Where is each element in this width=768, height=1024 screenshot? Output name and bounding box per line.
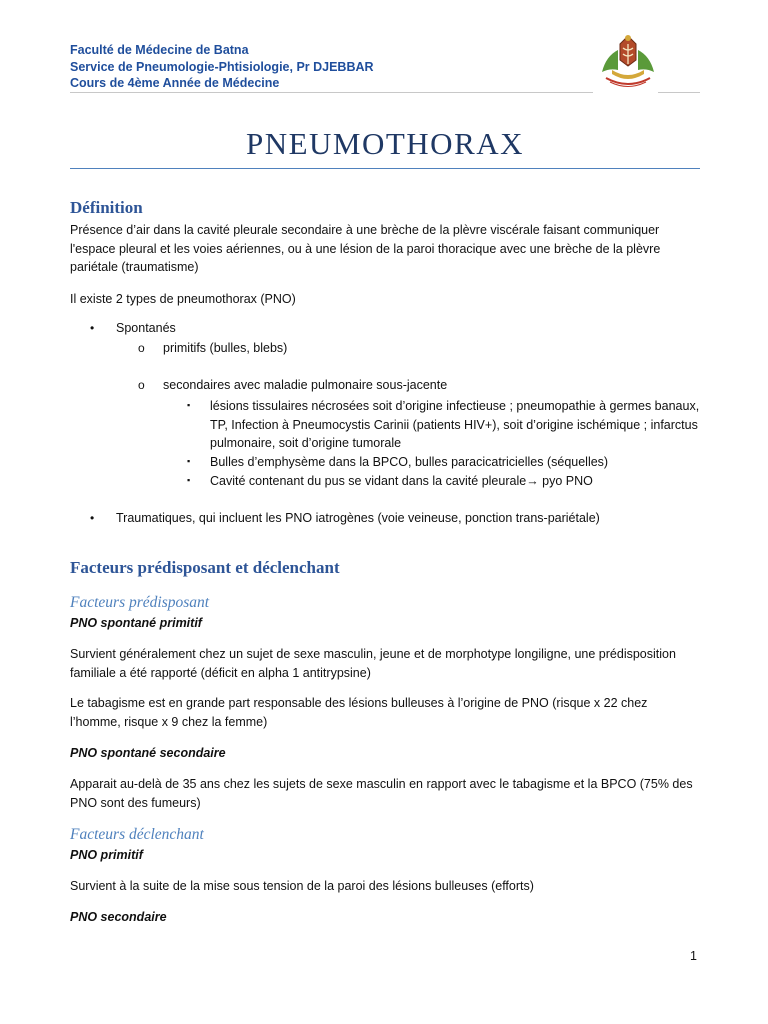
paragraph-tabagisme: Le tabagisme est en grande part responsable des lésions bulleuses à l’origine de PNO (risque x 22 chez l’homme, risque x 9 chez la femme) bbox=[70, 696, 648, 729]
document-header bbox=[70, 42, 374, 92]
subheading-declenchant: Facteurs déclenchant bbox=[70, 826, 204, 843]
header-faculty: Faculté de Médecine de Batna bbox=[70, 43, 249, 57]
subheading-predisposant: Facteurs prédisposant bbox=[70, 594, 210, 611]
bullet-square: ▪ bbox=[187, 400, 191, 410]
heading-definition: Définition bbox=[70, 198, 143, 217]
paragraph-survient: Survient généralement chez un sujet de sexe masculin, jeune et de morphotype longiligne, une prédisposition familiale a été rapporté (déficit en alpha 1 antitrypsine) bbox=[70, 647, 676, 680]
paragraph-apparait: Apparait au-delà de 35 ans chez les sujets de sexe masculin en rapport avec le tabagisme et la BPCO (75% des PNO sont des fumeurs) bbox=[70, 777, 693, 810]
bullet-disc: • bbox=[90, 511, 95, 525]
types-intro: Il existe 2 types de pneumothorax (PNO) bbox=[70, 292, 296, 306]
header-divider-right bbox=[658, 92, 700, 93]
list-item-secondaires: secondaires avec maladie pulmonaire sous-jacente bbox=[163, 378, 448, 392]
faculty-emblem-icon bbox=[596, 30, 660, 92]
label-pno-spontane-secondaire: PNO spontané secondaire bbox=[70, 746, 226, 760]
bullet-disc: • bbox=[90, 321, 95, 335]
page-number: 1 bbox=[690, 949, 697, 963]
cavite-text: Cavité contenant du pus se vidant dans la cavité pleurale bbox=[210, 474, 527, 488]
header-service: Service de Pneumologie-Phtisiologie, Pr DJEBBAR bbox=[70, 59, 374, 74]
paragraph-mise-sous-tension: Survient à la suite de la mise sous tension de la paroi des lésions bulleuses (efforts) bbox=[70, 879, 534, 893]
bullet-square: ▪ bbox=[187, 475, 191, 485]
bullet-circle: o bbox=[138, 378, 145, 392]
bullet-circle: o bbox=[138, 341, 145, 355]
definition-paragraph: Présence d’air dans la cavité pleurale secondaire à une brèche de la plèvre viscérale faisant communiquer l'espace pleural et les voies aériennes, ou à une lésion de la paroi thoracique avec une brèche de la plèvre pariétale (traumatisme) bbox=[70, 223, 661, 275]
title-underline bbox=[70, 168, 700, 169]
list-item-primitifs: primitifs (bulles, blebs) bbox=[163, 341, 288, 355]
label-pno-primitif: PNO primitif bbox=[70, 848, 143, 862]
page-title: PNEUMOTHORAX bbox=[245, 126, 525, 161]
header-course: Cours de 4ème Année de Médecine bbox=[70, 76, 280, 90]
heading-facteurs: Facteurs prédisposant et déclenchant bbox=[70, 558, 340, 577]
list-item-cavite bbox=[210, 472, 700, 491]
list-item-lesions: lésions tissulaires nécrosées soit d’origine infectieuse ; pneumopathie à germes banaux, TP, Infection à Pneumocystis Carinii (patients HIV+), soit d’origine ischémique ; infarctus pulmonaire, soit d’origine tumorale bbox=[210, 399, 700, 451]
arrow-right-icon: → bbox=[526, 474, 539, 488]
label-pno-secondaire: PNO secondaire bbox=[70, 910, 167, 924]
pyo-pno-text: pyo PNO bbox=[538, 474, 593, 488]
label-pno-spontane-primitif: PNO spontané primitif bbox=[70, 616, 202, 630]
header-divider bbox=[70, 92, 593, 93]
list-item-traumatiques: Traumatiques, qui incluent les PNO iatrogènes (voie veineuse, ponction trans-pariétale) bbox=[116, 511, 600, 525]
list-item-bulles: Bulles d’emphysème dans la BPCO, bulles paracicatricielles (séquelles) bbox=[210, 455, 609, 469]
list-item-spontanes: Spontanés bbox=[116, 321, 176, 335]
bullet-square: ▪ bbox=[187, 456, 191, 466]
